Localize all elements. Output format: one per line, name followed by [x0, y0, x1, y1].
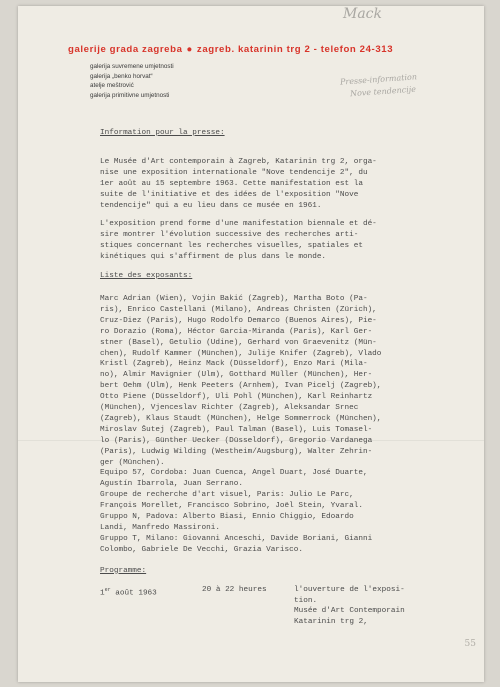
date-day: 1 — [100, 589, 105, 598]
text-line: (München), Vjenceslav Richter (Zagreb), Aleksandar Srnec — [100, 404, 359, 413]
institution-item: galerija „benko horvat“ — [90, 72, 153, 80]
text-line: Gruppo T, Milano: Giovanni Anceschi, Davide Boriani, Gianni — [100, 534, 373, 543]
text-line: 1er août au 15 septembre 1963. Cette manifestation est la — [100, 179, 363, 188]
exhibitors-heading: Liste des exposants: — [100, 272, 193, 281]
text-line: Landi, Manfredo Massironi. — [100, 524, 220, 532]
text-line: lo (Paris), Günther Uecker (Düsseldorf), Gregorio Vardanega — [100, 436, 373, 445]
programme-time: 20 à 22 heures — [202, 585, 267, 594]
text-line: ris), Enrico Castellani (Milano), Andreas Christen (Zürich), — [100, 305, 377, 314]
text-line: Marc Adrian (Wien), Vojin Bakić (Zagreb), Martha Boto (Pa- — [100, 294, 368, 303]
institution-item: atelje meštrović — [90, 82, 134, 90]
date-suffix: er — [104, 586, 111, 593]
date-month-year: août 1963 — [115, 589, 157, 598]
text-line: Cruz-Diez (Paris), Hugo Rodolfo Demarco (Buenos Aires), Pie- — [100, 316, 377, 325]
bullet-icon: ● — [186, 44, 193, 55]
text-line: Katarinin trg 2, — [294, 618, 368, 627]
letterhead-institution: galerije grada zagreba — [68, 44, 183, 55]
press-release-body — [100, 120, 452, 628]
programme-entry — [100, 585, 452, 629]
exhibitors-list — [100, 294, 452, 469]
programme-event — [294, 585, 452, 629]
pencil-note-1: Presse-information — [339, 72, 418, 87]
pencil-note-name: Mack — [343, 6, 383, 22]
institution-item: galerija primitivne umjetnosti — [90, 92, 170, 100]
text-line: Musée d'Art Contemporain — [294, 607, 405, 616]
letterhead — [68, 44, 468, 55]
text-line: chen), Rudolf Kammer (München), Julije Knifer (Zagreb), Vlado — [100, 349, 382, 358]
text-line: sire montrer l'évolution successive des recherches arti- — [100, 231, 359, 240]
text-line: ro Dorazio (Roma), Héctor Garcia-Miranda (Paris), Karl Ger- — [100, 327, 373, 336]
text-line: l'ouverture de l'exposi- — [294, 585, 405, 594]
institution-item: galerija suvremene umjetnosti — [90, 63, 174, 70]
text-line: Colombo, Gabriele De Vecchi, Grazia Varisco. — [100, 545, 303, 554]
text-line: Gruppo N, Padova: Alberto Biasi, Ennio Chiggio, Edoardo — [100, 513, 354, 522]
letterhead-address: zagreb. katarinin trg 2 - telefon 24-313 — [196, 44, 394, 55]
text-line: no), Almir Mavignier (Ulm), Gotthard Müller (München), Her- — [100, 371, 373, 380]
text-line: L'exposition prend forme d'une manifestation biennale et dé- — [100, 220, 377, 229]
text-line: Otto Piene (Düsseldorf), Uli Pohl (München), Karl Reinhartz — [100, 393, 373, 402]
text-line: ger (München). — [100, 458, 165, 467]
page-number: 55 — [464, 639, 476, 649]
pencil-note-2: Nove tendencije — [349, 84, 417, 99]
purpose-paragraph — [100, 219, 452, 263]
text-line: (Paris), Ludwig Wilding (Westheim/Augsburg), Walter Zehrin- — [100, 447, 373, 456]
text-line: tion. — [294, 596, 318, 605]
text-line: bert Oehm (Ulm), Henk Peeters (Arnhem), Ivan Picelj (Zagreb), — [100, 382, 382, 391]
text-line: stner (Basel), Getulio (Udine), Gerhard von Graevenitz (Mün- — [100, 338, 377, 347]
text-line: François Morellet, Francisco Sobrino, Joël Stein, Yvaral. — [100, 502, 363, 511]
text-line: stiques concernant les recherches visuelles, spatiales et — [100, 242, 363, 251]
text-line: Equipo 57, Cordoba: Juan Cuenca, Angel Duart, José Duarte, — [100, 469, 368, 478]
programme-date — [100, 585, 200, 629]
text-line: Groupe de recherche d'art visuel, Paris: Julio Le Parc, — [100, 491, 354, 500]
text-line: Miroslav Šutej (Zagreb), Paul Talman (Basel), Luis Tomasel- — [100, 425, 373, 434]
text-line: Le Musée d'Art contemporain à Zagreb, Katarinin trg 2, orga- — [100, 157, 377, 166]
text-line: tendencije" qui a eu lieu dans ce musée en 1961. — [100, 201, 322, 210]
text-line: kinétiques qui s'affirment de plus dans le monde. — [100, 253, 327, 262]
press-heading: Information pour la presse: — [100, 129, 225, 137]
text-line: nise une exposition internationale "Nove tendencije 2", du — [100, 168, 368, 177]
institutions-list — [90, 62, 174, 101]
groups-list — [100, 468, 452, 555]
intro-paragraph — [100, 157, 452, 212]
text-line: Kristl (Zagreb), Heinz Mack (Düsseldorf), Enzo Mari (Mila- — [100, 360, 368, 369]
text-line: suite de l'initiative et des idées de l'exposition "Nove — [100, 190, 359, 199]
text-line: (Zagreb), Klaus Staudt (München), Helge Sommerrock (München), — [100, 414, 382, 423]
text-line: Agustín Ibarrola, Juan Serrano. — [100, 480, 244, 489]
programme-heading: Programme: — [100, 566, 147, 575]
